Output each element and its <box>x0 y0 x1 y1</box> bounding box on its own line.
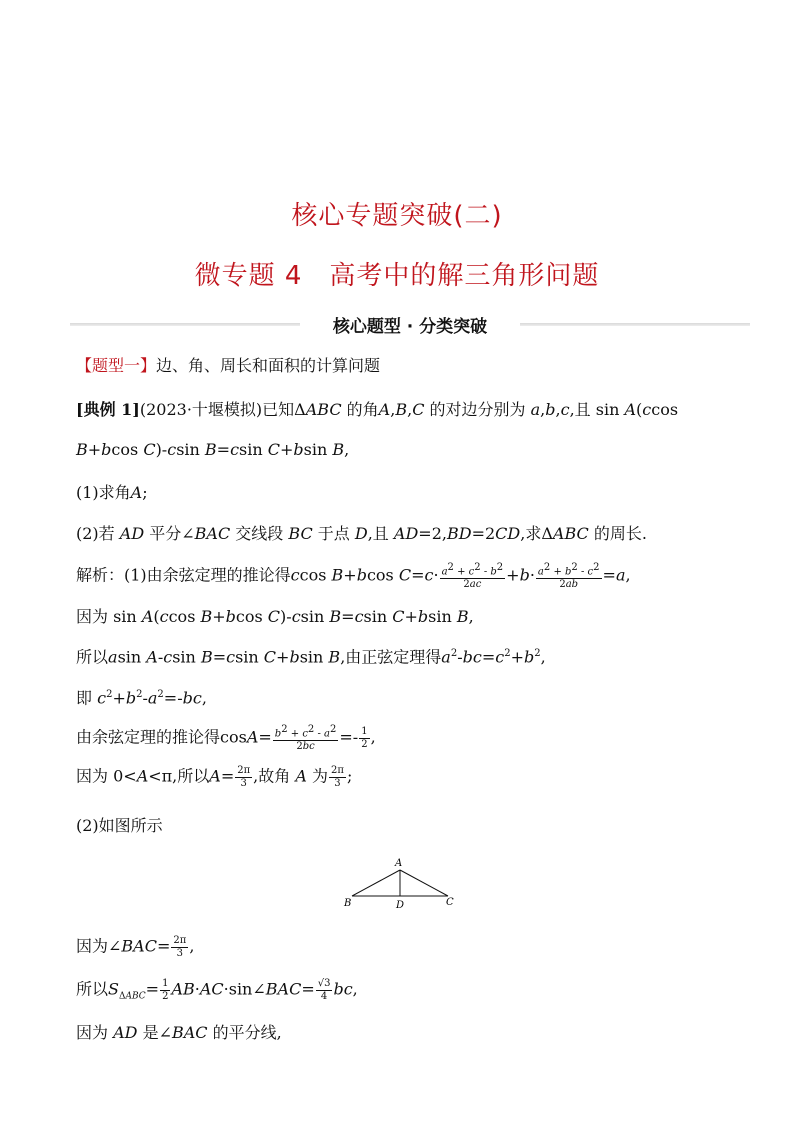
example-source: (2023·十堰模拟) <box>139 400 263 419</box>
divider-line-right <box>520 323 750 326</box>
segment-ac <box>400 870 448 896</box>
problem-line-1: [典例 1](2023·十堰模拟)已知ΔABC 的角A,B,C 的对边分别为 a,b,c,且 sin A(ccos <box>76 400 679 419</box>
solution-line-5: 由余弦定理的推论得cosA= $\frac{b^2 + c^2 - a^2}{2bc}$ =- $\frac{1}{2}$ , <box>76 724 376 752</box>
section-divider <box>70 312 750 336</box>
solution-line-3: 所以asin A-csin B=csin C+bsin B,由正弦定理得$a^2-bc=c^2+b^2$, <box>76 647 546 667</box>
solution-line-7: 因为∠BAC= $\frac{2\pi}{3}$ , <box>76 935 195 959</box>
solution-line-2: 因为 sin A(ccos B+bcos C)-csin B=csin C+bsin B, <box>76 607 474 626</box>
question-1: (1)求角A; <box>76 483 148 502</box>
problem-line-2: B+bcos C)-csin B=csin C+bsin B, <box>76 440 350 459</box>
page-title: 核心专题突破(二) <box>291 201 503 231</box>
question-2: (2)若 AD 平分∠BAC 交线段 BC 于点 D,且 AD=2,BD=2CD,求ΔABC 的周长. <box>76 524 647 543</box>
solution-part-2: (2)如图所示 <box>76 816 163 835</box>
topic-heading <box>76 358 380 374</box>
solution-line-4: 即 $c^2+b^2-a^2=-bc$, <box>76 688 207 708</box>
triangle-figure <box>340 854 460 910</box>
topic-text: 边、角、周长和面积的计算问题 <box>156 356 381 375</box>
divider-line-left <box>70 323 300 326</box>
solution-line-8: 所以$S_{\Delta ABC}=$ $\frac{1}{2}$ AB·AC·sin∠BAC= $\frac{√3}{4}$ bc, <box>76 978 358 1002</box>
segment-ab <box>352 870 400 896</box>
section-heading: 核心题型 · 分类突破 <box>332 317 488 337</box>
label-c: C <box>446 897 454 908</box>
label-b: B <box>344 898 352 909</box>
label-a: A <box>395 858 403 869</box>
example-tag: [典例 1] <box>76 400 140 419</box>
topic-bracket: 【题型一】 <box>76 356 157 375</box>
page-subtitle: 微专题 4 高考中的解三角形问题 <box>194 261 600 291</box>
solution-line-6: 因为 0<A<π,所以A= $\frac{2\pi}{3}$ ,故角 A 为 $\frac{2\pi}{3}$ ; <box>76 765 353 789</box>
solution-line-9: 因为 AD 是∠BAC 的平分线, <box>76 1023 282 1042</box>
label-d: D <box>396 900 405 910</box>
solution-line-1: 解析：(1)由余弦定理的推论得ccos B+bcos C=c· $\frac{a^2 + c^2 - b^2}{2ac}$ +b· $\frac{a^2 + b^2 - c^2}{2ab}$ =a, <box>76 562 631 590</box>
